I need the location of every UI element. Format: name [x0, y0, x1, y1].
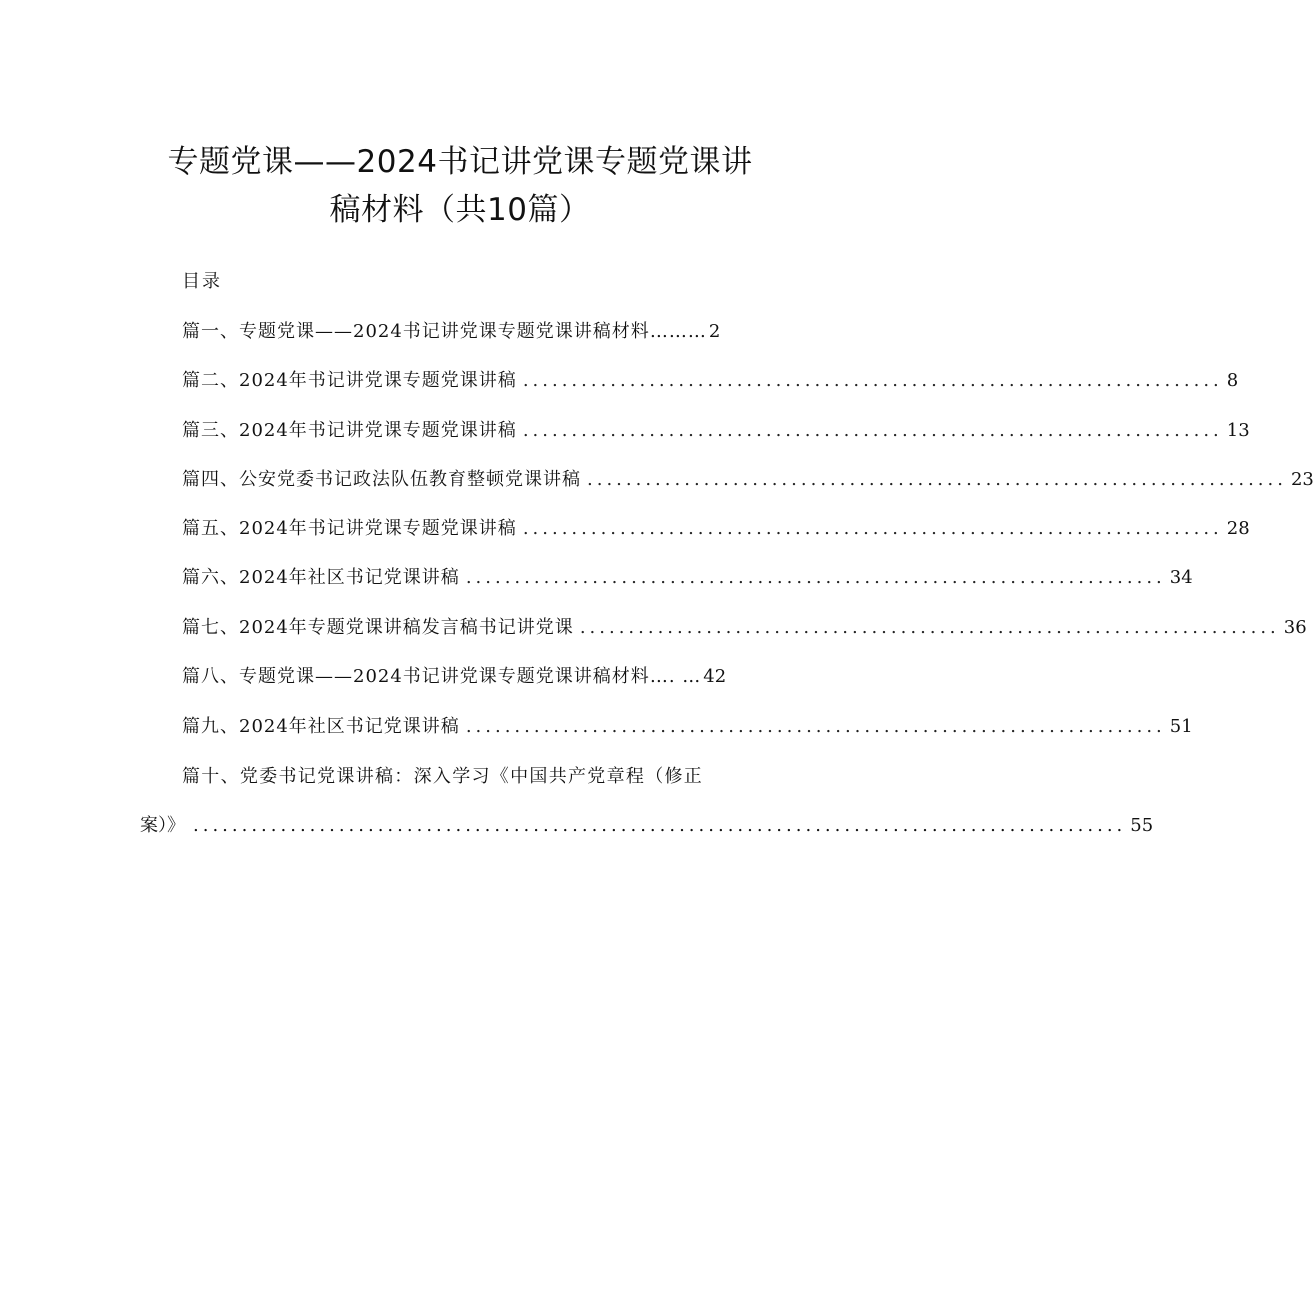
toc-entry-leader: ........................................................................	[522, 370, 1223, 391]
toc-entry-label: 篇二、2024年书记讲党课专题党课讲稿	[182, 370, 517, 391]
toc-entry-page: 8	[1226, 370, 1239, 391]
toc-entry-leader: ................................................................................................	[193, 815, 1127, 836]
toc-entry-4[interactable]	[182, 467, 1314, 493]
toc-entry-page: 2	[708, 321, 721, 342]
toc-entry-5[interactable]	[182, 516, 1250, 542]
page-title-line-2: 稿材料（共10篇）	[329, 192, 591, 228]
toc-entry-leader: …. …	[649, 666, 702, 687]
toc-entry-label: 篇四、公安党委书记政法队伍教育整顿党课讲稿	[182, 469, 581, 490]
toc-entry-leader: ........................................................................	[579, 617, 1280, 638]
toc-entry-page: 36	[1283, 617, 1307, 638]
toc-entry-leader: ........................................................................	[465, 716, 1166, 737]
toc-entry-leader: ........................................................................	[587, 469, 1287, 490]
toc-heading: 目录	[182, 271, 222, 292]
toc-entry-label: 案）》	[140, 815, 185, 836]
toc-entry-page: 13	[1226, 420, 1250, 441]
toc-entry-leader: ........................................................................	[465, 567, 1166, 588]
toc-entry-leader: ........................................................................	[522, 420, 1223, 441]
toc-entry-leader: ........................................................................	[522, 518, 1223, 539]
toc-entry-label: 篇九、2024年社区书记党课讲稿	[182, 716, 460, 737]
toc-entry-10[interactable]	[182, 764, 703, 790]
toc-entry-8[interactable]	[182, 664, 726, 690]
toc-entry-label: 篇五、2024年书记讲党课专题党课讲稿	[182, 518, 517, 539]
toc-entry-page: 34	[1169, 567, 1193, 588]
toc-entry-label: 篇七、2024年专题党课讲稿发言稿书记讲党课	[182, 617, 574, 638]
toc-entry-label: 篇六、2024年社区书记党课讲稿	[182, 567, 460, 588]
toc-entry-1[interactable]	[182, 319, 720, 345]
toc-entry-page: 23	[1290, 469, 1314, 490]
page-title	[140, 138, 780, 234]
toc-entry-6[interactable]	[182, 565, 1193, 591]
page-title-line-1: 专题党课——2024书记讲党课专题党课讲	[167, 144, 753, 180]
toc-entry-leader: ………	[649, 321, 707, 342]
toc-entry-2[interactable]	[182, 368, 1239, 394]
toc-entry-10-continuation[interactable]	[140, 813, 1154, 839]
toc-entry-7[interactable]	[182, 615, 1307, 641]
toc-entry-label: 篇一、专题党课——2024书记讲党课专题党课讲稿材料	[182, 321, 650, 342]
toc-entry-page: 51	[1169, 716, 1193, 737]
toc-entry-label: 篇十、党委书记党课讲稿：深入学习《中国共产党章程（修正	[182, 766, 704, 787]
toc-entry-page: 42	[703, 666, 727, 687]
toc-entry-label: 篇三、2024年书记讲党课专题党课讲稿	[182, 420, 517, 441]
toc-entry-9[interactable]	[182, 714, 1193, 740]
toc-entry-3[interactable]	[182, 418, 1250, 444]
toc-entry-page: 28	[1226, 518, 1250, 539]
toc-entry-page: 55	[1130, 815, 1154, 836]
toc-entry-label: 篇八、专题党课——2024书记讲党课专题党课讲稿材料	[182, 666, 650, 687]
